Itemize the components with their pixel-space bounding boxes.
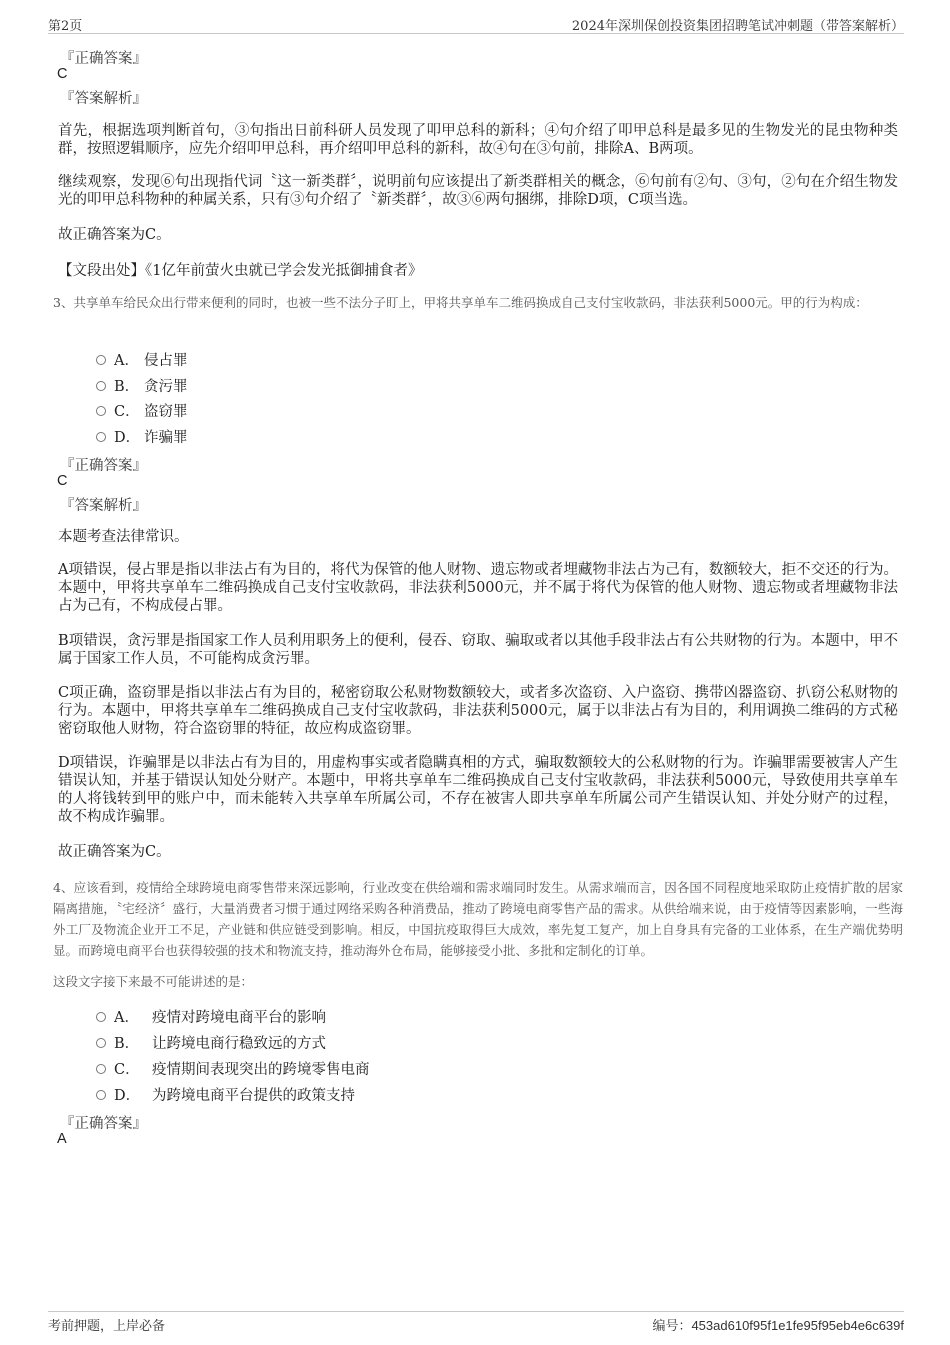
option-letter: B． (114, 1036, 140, 1052)
analysis-paragraph: C项正确，盗窃罪是指以非法占有为目的，秘密窃取公私财物数额较大，或者多次盗窃、入户盗窃、携带凶器盗窃、扒窃公私财物的行为。本题中，甲将共享单车二维码换成自己支付宝收款码，非法获利5000元，属于以非法占有为目的，利用调换二维码的方式秘密窃取他人财物，符合盗窃罪的特征，故应构成盗窃罪。 (58, 685, 898, 737)
option-a[interactable] (96, 1006, 326, 1026)
analysis-paragraph: 本题考查法律常识。 (58, 529, 189, 545)
option-c[interactable] (96, 400, 188, 420)
option-d[interactable] (96, 426, 188, 446)
radio-icon[interactable] (96, 432, 106, 442)
page-header (48, 15, 904, 34)
option-text: 盗窃罪 (144, 404, 188, 420)
option-text: 疫情对跨境电商平台的影响 (152, 1010, 326, 1026)
radio-icon[interactable] (96, 1090, 106, 1100)
option-letter: D． (114, 1088, 141, 1104)
radio-icon[interactable] (96, 1038, 106, 1048)
option-letter: D． (114, 430, 141, 446)
radio-icon[interactable] (96, 1064, 106, 1074)
analysis-paragraph: B项错误，贪污罪是指国家工作人员利用职务上的便利，侵吞、窃取、骗取或者以其他手段非法占有公共财物的行为。本题中，甲不属于国家工作人员，不可能构成贪污罪。 (58, 633, 898, 667)
answer-analysis-label: 『答案解析』 (60, 91, 147, 107)
correct-answer-value: C (57, 473, 68, 489)
correct-answer-value: A (57, 1131, 67, 1147)
option-text: 诈骗罪 (144, 430, 188, 446)
analysis-conclusion: 故正确答案为C。 (58, 227, 171, 243)
question-passage: 4、应该看到，疫情给全球跨境电商零售带来深远影响，行业改变在供给端和需求端同时发生。从需求端而言，因各国不同程度地采取防止疫情扩散的居家隔离措施，〝宅经济〞盛行，大量消费者习惯于通过网络采购各种消费品，推动了跨境电商零售产品的需求。从供给端来说，由于疫情等因素影响，一些海外工厂及物流企业开工不足，产业链和供应链受到影响。相反，中国抗疫取得巨大成效，率先复工复产，加上自身具有完备的工业体系，在生产端优势明显。而跨境电商平台也获得较强的技术和物流支持，推动海外仓布局，能够接受小批、多批和定制化的订单。 (53, 880, 903, 958)
option-d[interactable] (96, 1084, 355, 1104)
document-code: 编号：453ad610f95f1e1fe95f95eb4e6c639f (652, 1318, 904, 1333)
option-text: 让跨境电商行稳致远的方式 (152, 1036, 326, 1052)
option-letter: A． (114, 353, 139, 369)
correct-answer-label: 『正确答案』 (60, 1116, 147, 1132)
correct-answer-value: C (57, 66, 68, 82)
analysis-paragraph: A项错误，侵占罪是指以非法占有为目的，将代为保管的他人财物、遗忘物或者埋藏物非法占为己有，数额较大，拒不交还的行为。本题中，甲将共享单车二维码换成自己支付宝收款码，非法获利5000元，并不属于将代为保管的他人财物、遗忘物或者埋藏物非法占为己有，不构成侵占罪。 (58, 562, 898, 614)
correct-answer-label: 『正确答案』 (60, 51, 147, 67)
radio-icon[interactable] (96, 406, 106, 416)
option-c[interactable] (96, 1058, 370, 1078)
option-letter: A． (114, 1010, 139, 1026)
option-text: 为跨境电商平台提供的政策支持 (152, 1088, 355, 1104)
option-b[interactable] (96, 1032, 326, 1052)
analysis-paragraph: 继续观察，发现⑥句出现指代词〝这一新类群〞，说明前句应该提出了新类群相关的概念，⑥句前有②句、③句，②句在介绍生物发光的叩甲总科物种的种属关系，只有③句介绍了〝新类群〞，故③⑥两句捆绑，排除D项，C项当选。 (58, 174, 898, 208)
option-text: 贪污罪 (144, 379, 188, 395)
page-number: 第2页 (48, 19, 83, 34)
question-text: 这段文字接下来最不可能讲述的是： (53, 974, 254, 989)
answer-analysis-label: 『答案解析』 (60, 498, 147, 514)
radio-icon[interactable] (96, 1012, 106, 1022)
question-text: 3、共享单车给民众出行带来便利的同时，也被一些不法分子盯上，甲将共享单车二维码换成自己支付宝收款码，非法获利5000元。甲的行为构成： (53, 295, 868, 310)
option-text: 疫情期间表现突出的跨境零售电商 (152, 1062, 370, 1078)
analysis-conclusion: 故正确答案为C。 (58, 844, 171, 860)
option-b[interactable] (96, 375, 188, 395)
option-text: 侵占罪 (144, 353, 188, 369)
analysis-paragraph: 首先，根据选项判断首句，③句指出日前科研人员发现了叩甲总科的新科；④句介绍了叩甲总科是最多见的生物发光的昆虫物种类群，按照逻辑顺序，应先介绍叩甲总科，再介绍叩甲总科的新科，故④句在③句前，排除A、B两项。 (58, 123, 898, 157)
footer-slogan: 考前押题，上岸必备 (48, 1319, 166, 1334)
option-a[interactable] (96, 349, 188, 369)
option-letter: C． (114, 1062, 140, 1078)
document-title: 2024年深圳保创投资集团招聘笔试冲刺题（带答案解析） (571, 19, 904, 34)
analysis-paragraph: D项错误，诈骗罪是以非法占有为目的，用虚构事实或者隐瞒真相的方式，骗取数额较大的公私财物的行为。诈骗罪需要被害人产生错误认知，并基于错误认知处分财产。本题中，甲将共享单车二维码换成自己支付宝收款码，非法获利5000元，导致使用共享单车的人将钱转到甲的账户中，而未能转入共享单车所属公司，不存在被害人即共享单车所属公司产生错误认知、并处分财产的过程，故不构成诈骗罪。 (58, 755, 898, 825)
passage-source: 【文段出处】《1亿年前萤火虫就已学会发光抵御捕食者》 (58, 263, 423, 279)
radio-icon[interactable] (96, 381, 106, 391)
option-letter: C． (114, 404, 140, 420)
page-footer (48, 1311, 904, 1332)
correct-answer-label: 『正确答案』 (60, 458, 147, 474)
radio-icon[interactable] (96, 355, 106, 365)
option-letter: B． (114, 379, 140, 395)
